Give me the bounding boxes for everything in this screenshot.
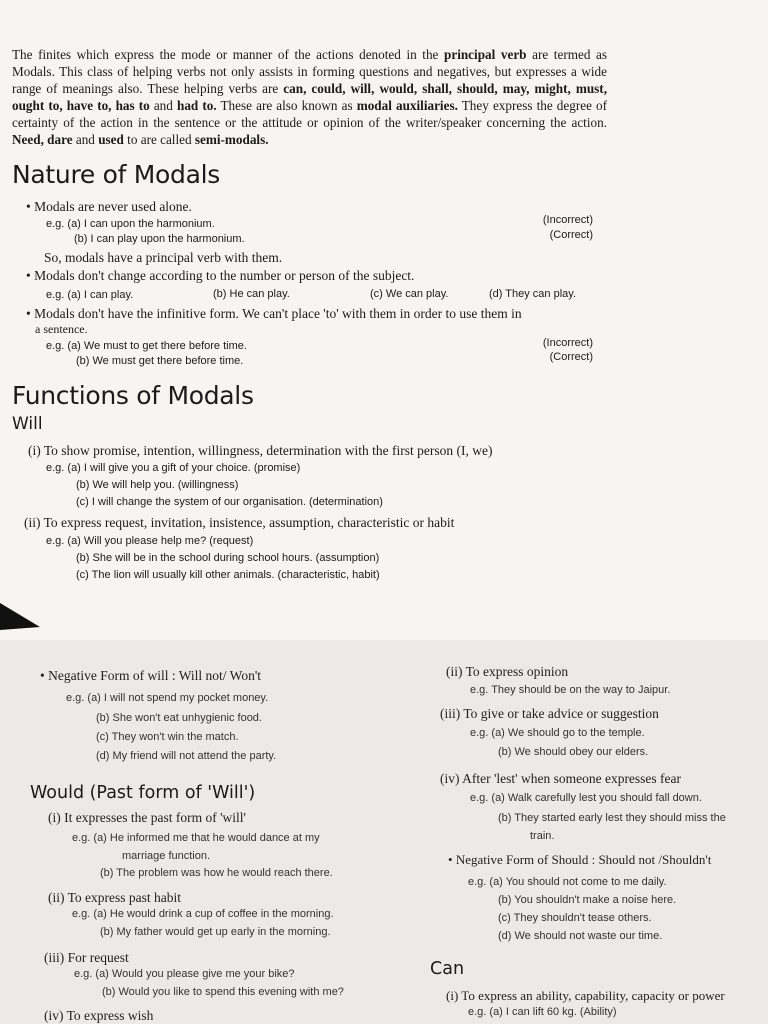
should-example: e.g. (a) Walk carefully lest you should fall down. (470, 792, 702, 804)
nature-example: e.g. (a) I can upon the harmonium. (46, 218, 215, 230)
intro-paragraph (12, 46, 607, 148)
will-use-1: (i) To show promise, intention, willingness, determination with the first person (I, we) (28, 443, 493, 458)
would-example: e.g. (a) He informed me that he would dance at my (72, 832, 320, 844)
correct-tag: (Correct) (549, 229, 593, 241)
should-example-cont: train. (530, 830, 555, 842)
would-example: (b) Would you like to spend this evening with me? (102, 986, 344, 998)
nature-example: e.g. (a) I can play. (46, 289, 134, 301)
should-example: (b) We should obey our elders. (498, 746, 649, 758)
nature-example: (b) He can play. (213, 288, 290, 300)
will-example: (b) We will help you. (willingness) (76, 479, 239, 491)
nature-point-1: • Modals are never used alone. (26, 199, 192, 215)
nature-example: e.g. (a) We must to get there before time. (46, 340, 247, 352)
functions-heading: Functions of Modals (12, 381, 254, 410)
should-example: e.g. (a) We should go to the temple. (470, 727, 645, 739)
negative-should-example: (c) They shouldn't tease others. (498, 912, 652, 924)
would-use-3: (iii) For request (44, 950, 129, 965)
intro-bold: principal verb (444, 47, 527, 63)
intro-text: and (72, 132, 99, 148)
will-example: e.g. (a) Will you please help me? (request) (46, 535, 254, 547)
will-subheading: Will (12, 414, 43, 434)
negative-will-example: (c) They won't win the match. (96, 731, 239, 743)
intro-bold: had to. (176, 98, 217, 114)
intro-text: These are also known as (216, 98, 357, 114)
negative-should-heading: • Negative Form of Should : Should not /Shouldn't (448, 852, 711, 868)
negative-will-heading: • Negative Form of will : Will not/ Won't (40, 668, 261, 684)
nature-example: (b) I can play upon the harmonium. (74, 233, 245, 245)
intro-text: to are called (123, 132, 195, 148)
intro-text: are termed as Modals. This class of helping verbs not only assists in forming questions and negatives, but expresses a wide range of meanings also. These helping verbs are (12, 47, 607, 97)
intro-bold: used (98, 132, 124, 148)
incorrect-tag: (Incorrect) (542, 337, 593, 349)
intro-text: They express the degree of certainty of the action in the sentence or the attitude or opinion of the writer/speaker concerning the action. (12, 98, 608, 131)
should-example: (b) They started early lest they should miss the (498, 812, 726, 824)
nature-note: So, modals have a principal verb with them. (44, 250, 283, 265)
should-use-4: (iv) After 'lest' when someone expresses fear (440, 771, 682, 786)
would-heading: Would (Past form of 'Will') (30, 783, 256, 803)
intro-text: and (149, 98, 177, 114)
nature-heading: Nature of Modals (12, 160, 220, 189)
would-example: e.g. (a) He would drink a cup of coffee in the morning. (72, 908, 334, 920)
nature-point-2: • Modals don't change according to the number or person of the subject. (26, 268, 414, 284)
negative-will-example: e.g. (a) I will not spend my pocket money. (66, 692, 269, 704)
intro-bold: Need, dare (12, 132, 73, 148)
would-use-2: (ii) To express past habit (48, 890, 182, 905)
can-example: e.g. (a) I can lift 60 kg. (Ability) (468, 1006, 617, 1018)
would-example-cont: marriage function. (122, 850, 211, 862)
intro-text: The finites which express the mode or manner of the actions denoted in the (12, 47, 444, 63)
intro-bold: semi-modals. (194, 132, 269, 148)
nature-example: (d) They can play. (489, 288, 577, 300)
should-use-3: (iii) To give or take advice or suggestion (440, 706, 659, 721)
will-example: e.g. (a) I will give you a gift of your choice. (promise) (46, 462, 301, 474)
would-example: (b) My father would get up early in the morning. (100, 926, 331, 938)
can-use-1: (i) To express an ability, capability, capacity or power (446, 988, 725, 1003)
can-heading: Can (430, 959, 465, 979)
nature-example: (b) We must get there before time. (76, 355, 244, 367)
intro-bold: can, could, will, would, shall, should, may, might, must, ought to, have to, has to (12, 81, 607, 114)
nature-example: (c) We can play. (370, 288, 449, 300)
incorrect-tag: (Incorrect) (542, 214, 593, 226)
will-use-2: (ii) To express request, invitation, insistence, assumption, characteristic or habit (24, 515, 455, 530)
nature-point-3-cont: a sentence. (35, 322, 88, 336)
nature-point-3: • Modals don't have the infinitive form. We can't place 'to' with them in order to use them in (26, 306, 606, 322)
should-use-2: (ii) To express opinion (446, 664, 569, 679)
should-example: e.g. They should be on the way to Jaipur. (470, 684, 671, 696)
negative-will-example: (b) She won't eat unhygienic food. (96, 712, 262, 724)
correct-tag: (Correct) (549, 351, 593, 363)
intro-bold: modal auxiliaries. (356, 98, 458, 114)
would-use-4: (iv) To express wish (44, 1008, 154, 1023)
would-use-1: (i) It expresses the past form of 'will' (48, 810, 246, 825)
negative-should-example: e.g. (a) You should not come to me daily. (468, 876, 667, 888)
will-example: (b) She will be in the school during school hours. (assumption) (76, 552, 380, 564)
negative-will-example: (d) My friend will not attend the party. (96, 750, 277, 762)
negative-should-example: (b) You shouldn't make a noise here. (498, 894, 677, 906)
would-example: (b) The problem was how he would reach there. (100, 867, 333, 879)
would-example: e.g. (a) Would you please give me your bike? (74, 968, 295, 980)
will-example: (c) The lion will usually kill other animals. (characteristic, habit) (76, 569, 380, 581)
will-example: (c) I will change the system of our organisation. (determination) (76, 496, 383, 508)
negative-should-example: (d) We should not waste our time. (498, 930, 663, 942)
